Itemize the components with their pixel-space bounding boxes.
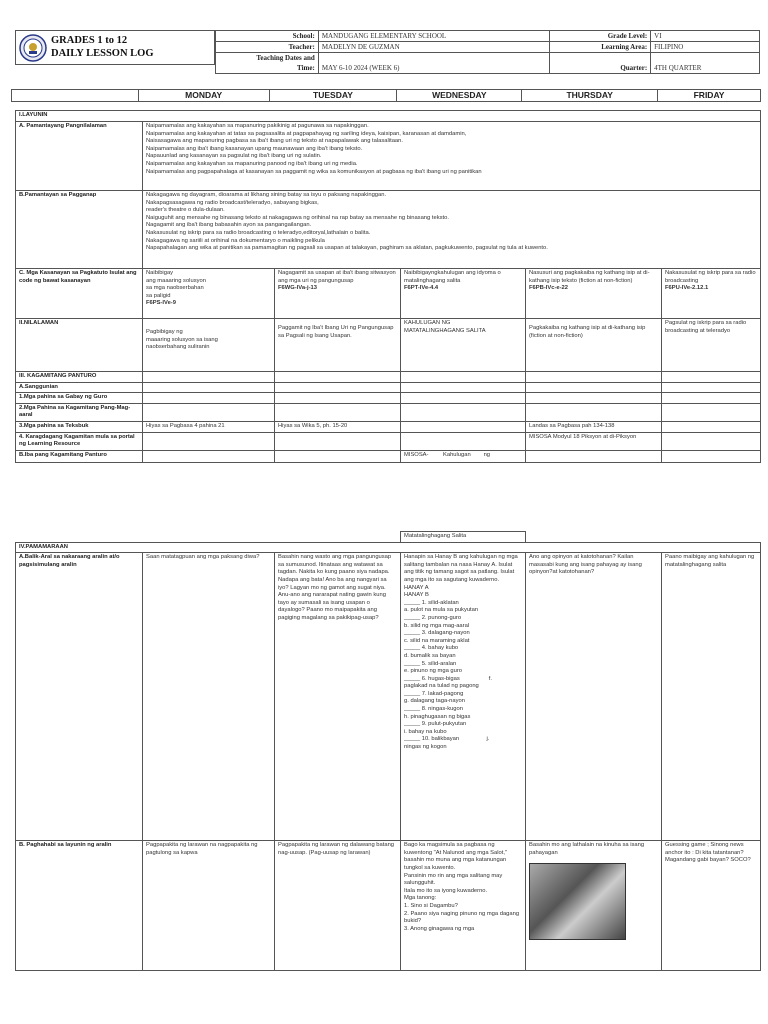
matching-item: _____ 10. balikbayan j. <box>404 736 490 743</box>
empty-cell <box>401 372 526 383</box>
empty-cell <box>401 393 526 404</box>
nilalaman-tuesday: Paggamit ng Iba't Ibang Uri ng Pangungusap sa Pagsali ng Isang Usapan. <box>275 319 401 372</box>
balik-aral-label: A.Balik-Aral sa nakaraang aralin at/o pagsisimulang aralin <box>16 553 143 841</box>
competency-code: F6PT-IVe-4.4 <box>404 285 439 292</box>
quarter-label: Quarter: <box>550 53 651 74</box>
iba-pang-kagamitan-label: B.Iba pang Kagamitang Panturo <box>16 450 143 462</box>
performance-line: Nakagagawa ng dayagram, dioarama at likhang sining batay sa isyu o paksang napakinggan. <box>146 192 387 198</box>
gabay-ng-guro-label: 1.Mga pahina sa Gabay ng Guro <box>16 393 143 404</box>
nilalaman-thursday: Pagkakaiba ng kathang isip at di-kathang isip (fiction at non-fiction) <box>526 319 662 372</box>
performance-line: Napapahalagan ang wika at panitikan sa pamamagitan ng pagsali sa usapan at talakayan, paghiram sa aklatan, pagkukuwento, pagsulat ng tula at kuwento. <box>146 245 548 252</box>
quarter-value: 4TH QUARTER <box>651 53 760 74</box>
performance-line: Naiguguhit ang mensahe ng binasang teksto at nakagagawa ng orihinal na rap batay sa mensahe ng binasang teksto. <box>146 214 449 221</box>
nilalaman-monday: Pagbibigay ng maaaring solusyon sa isang naobserbahang suliranin <box>143 319 275 372</box>
paghahabi-thursday <box>526 841 662 971</box>
matching-item: paglakad na tulad ng pagong <box>404 683 479 690</box>
teaching-dates-value: MAY 6-10 2024 (WEEK 6) <box>318 53 550 74</box>
pamantayan-sa-pagganap-content <box>143 191 761 269</box>
layunin-title: I.LAYUNIN <box>16 111 761 122</box>
matching-item: i. bahay na kubo <box>404 728 447 735</box>
reading-instruction: Itala mo ito sa iyong kuwaderno. <box>404 887 488 894</box>
performance-line: Nakapagsasagawa ng radio broadcast/teleradyo, sabayang bigkas, <box>146 199 319 206</box>
pamamaraan-title: IV.PAMAMARAAN <box>16 542 761 553</box>
matching-item: _____ 2. punong-guro <box>404 614 462 621</box>
pamantayan-sa-pagganap-label: B.Pamantayan sa Pagganap <box>16 191 143 269</box>
empty-cell <box>143 382 275 393</box>
empty-cell <box>275 382 401 393</box>
learning-area-label: Learning Area: <box>550 42 651 53</box>
teksbuk-thursday: Landas sa Pagbasa pah 134-138 <box>526 421 662 432</box>
empty-cell <box>143 450 275 462</box>
matching-item: _____ 4. bahay kubo <box>404 645 459 652</box>
question-item: 3. Anong ginagawa ng mga <box>404 925 475 932</box>
empty-cell <box>275 403 401 421</box>
teaching-dates-label-1: Teaching Dates and <box>256 54 315 62</box>
balik-aral-friday: Paano maibigay ang kahulugan ng matatalinghagang salita <box>662 553 761 841</box>
competency-code: F6PU-IVe-2.12.1 <box>665 285 709 292</box>
balik-aral-tuesday: Basahin nang wasto ang mga pangungusap sa sumusunod. Itinataas ang watawat sa tagdan. Nakita ko kung paano siya nadapa. Nadapa ang bata! Ano ba ang nangyari sa iyo? Lagyan mo ng gamot ang sugat niya. Anu-ano ang nararapat nating gawin kung tayo ay sumasali sa isang usapan o dayalogo? Paano mo maipapakita ang pagiging magalang sa pakikipag-usap? <box>275 553 401 841</box>
empty-cell <box>275 393 401 404</box>
kasanayan-tuesday <box>275 269 401 319</box>
empty-cell <box>401 382 526 393</box>
teksbuk-friday <box>662 421 761 432</box>
matching-item: g. dalagang taga-nayon <box>404 698 465 705</box>
pamantayang-pangnilalaman-content <box>143 122 761 191</box>
nilalaman-friday: Pagsulat ng iskrip para sa radio broadcasting at teleradyo <box>662 319 761 372</box>
empty-cell <box>662 393 761 404</box>
objective-line: Naipamamalas ang pagpapahalaga at kasanayan sa paggamit ng wika sa komunikasyon at pagbasa ng iba't ibang uri ng panitikan <box>146 168 482 175</box>
kasanayan-thursday <box>526 269 662 319</box>
objective-line: Naipamamalas ang kakayahan sa mapanuring panood ng iba't ibang uri ng media. <box>146 160 358 167</box>
day-monday: MONDAY <box>138 90 269 102</box>
empty-cell <box>526 393 662 404</box>
school-label: School: <box>216 31 319 42</box>
matching-item: _____ 6. hugas-bigas f. <box>404 675 492 682</box>
reading-instruction: Bago ka magsimula sa pagbasa ng kuwentong "At Nalunod ang mga Salot," <box>404 842 508 856</box>
empty-cell <box>143 372 275 383</box>
lesson-table-page-2 <box>15 531 761 971</box>
balik-aral-thursday: Ano ang opinyon at katotohanan? Kailan masasabi kung ang isang pahayag ay isang opinyon?at katotohanan? <box>526 553 662 841</box>
empty-cell <box>662 372 761 383</box>
question-heading: Mga tanong: <box>404 895 437 902</box>
matching-item: ningas ng kogon <box>404 744 447 751</box>
objective-line: Naipamamalas ang kakayahan sa mapanuring pakikinig at pagunawa sa napakinggan. <box>146 123 369 129</box>
paghahabi-monday: Pagpapakita ng larawan na nagpapakita ng pagtulong sa kapwa <box>143 841 275 971</box>
matching-item: _____ 8. ningas-kugon <box>404 706 463 713</box>
kasanayan-monday <box>143 269 275 319</box>
matching-item: _____ 5. silid-aralan <box>404 660 457 667</box>
empty-cell <box>526 372 662 383</box>
empty-cell <box>526 450 662 462</box>
matching-item: a. pulot na mula sa pukyutan <box>404 607 479 614</box>
empty-cell <box>662 532 761 543</box>
paghahabi-label: B. Paghahabi sa layunin ng aralin <box>16 841 143 971</box>
lesson-table-page-1 <box>15 110 761 463</box>
kasanayan-text: Naibibigayngkahulugan ang idyoma o matalinghagang salita <box>404 270 501 284</box>
title-line-1: GRADES 1 to 12 <box>51 35 128 46</box>
objective-line: Naipamamalas ang kakayahan at tatas sa pagsasalita at pagpapahayag ng sariling ideya, kaisipan, karanasan at damdamin, <box>146 130 467 137</box>
learning-area-value: FILIPINO <box>651 42 760 53</box>
day-friday: FRIDAY <box>658 90 761 102</box>
grade-level-label: Grade Level: <box>550 31 651 42</box>
teksbuk-monday: Hiyas sa Pagbasa 4 pahina 21 <box>143 421 275 432</box>
day-thursday: THURSDAY <box>522 90 658 102</box>
teksbuk-wednesday <box>401 421 526 432</box>
kagamitan-title: III. KAGAMITANG PANTURO <box>16 372 143 383</box>
teacher-label: Teacher: <box>216 42 319 53</box>
performance-line: Nakagagawa ng sariili at orihinal na dokumentaryo o maikling pelikula <box>146 237 325 244</box>
matching-item: c. silid na maraming aklat <box>404 637 470 644</box>
empty-cell <box>526 382 662 393</box>
empty-cell <box>526 532 662 543</box>
teaching-dates-label-2: Time: <box>297 64 315 72</box>
empty-cell <box>16 532 143 543</box>
objective-line: Naipamamalas ang iba't ibang kasanayan upang maunawaan ang iba't ibang teksto. <box>146 145 363 152</box>
empty-cell <box>143 393 275 404</box>
matching-item: e. pinuno ng mga guro <box>404 668 463 675</box>
kasanayan-wednesday <box>401 269 526 319</box>
deped-seal-icon <box>19 34 47 62</box>
newspaper-photo <box>529 863 626 940</box>
kasanayan-text: Naibibigay ang maaaring solusyon sa mga naobserbahan sa paligid <box>146 270 206 299</box>
performance-line: Nagagamit ang iba't ibang babasahin ayon sa pangangailangan. <box>146 222 312 229</box>
hanay-b-heading: HANAY B <box>404 592 429 599</box>
empty-cell <box>143 532 275 543</box>
nilalaman-label: II.NILALAMAN <box>16 319 143 372</box>
header-logo-box <box>15 30 215 65</box>
teksbuk-tuesday: Hiyas sa Wika 5, ph. 15-20 <box>275 421 401 432</box>
reading-instruction: Pansinin mo rin ang mga salitang may salungguhit. <box>404 872 503 887</box>
objective-line: Naisasagawa ang mapanuring pagbasa sa iba't ibang uri ng teksto at napapalawak ang talasalitaan. <box>146 138 403 145</box>
competency-code: F6PB-IVc-e-22 <box>529 285 568 292</box>
matching-item: h. pinaghugasan ng bigas <box>404 713 471 720</box>
school-value: MANDUGANG ELEMENTARY SCHOOL <box>318 31 550 42</box>
empty-cell <box>401 403 526 421</box>
objective-line: Napauunlad ang kasanayan sa pagsulat ng iba't ibang uri ng sulatin. <box>146 153 322 160</box>
empty-cell <box>143 403 275 421</box>
empty-cell <box>275 532 401 543</box>
empty-cell <box>275 450 401 462</box>
balik-aral-monday: Saan matatagpuan ang mga paksang diwa? <box>143 553 275 841</box>
pamantayang-pangnilalaman-label: A. Pamantayang Pangnilalaman <box>16 122 143 191</box>
empty-cell <box>662 450 761 462</box>
kasanayan-text: Nasusuri ang pagkakaiba ng kathang isip at di-kathang isip teksto (fiction at non-fiction) <box>529 270 650 284</box>
karagdagang-kagamitan-thursday: MISOSA Modyul 18 Piksyon at di-Piksyon <box>526 432 662 450</box>
reading-instruction: basahin mo muna ang mga katanungan tungkol sa kuwento. <box>404 857 507 871</box>
matching-instructions: Hanapin sa Hanay B ang kahulugan ng mga salitang tambalan na nasa Hanay A. Isulat ang titik ng tamang sagot sa patlang. Isulat ang mga ito sa sagutang kuwaderno. <box>404 554 518 583</box>
paghahabi-wednesday <box>401 841 526 971</box>
paghahabi-thursday-text: Basahin mo ang lathalain na kinuha sa isang pahayagan <box>529 842 645 856</box>
matching-item: d. bumalik sa bayan <box>404 652 456 659</box>
empty-cell <box>275 372 401 383</box>
empty-cell <box>662 403 761 421</box>
matching-item: b. silid ng mga mag-aaral <box>404 622 470 629</box>
iba-pang-kagamitan-wednesday-cont: Matatalinghagang Salita <box>401 532 526 543</box>
empty-cell <box>401 432 526 450</box>
kagamitang-pang-mag-aaral-label: 2.Mga Pahina sa Kagamitang Pang-Mag-aaral <box>16 403 143 421</box>
title-line-2: DAILY LESSON LOG <box>51 48 154 59</box>
paghahabi-friday: Guessing game ; Sinong news anchor ito : Di kita tatantanan? Magandang gabi bayan? SOCO? <box>662 841 761 971</box>
matching-item: _____ 7. lakad-pagong <box>404 690 464 697</box>
iba-pang-kagamitan-wednesday: MISOSA- Kahulugan ng <box>401 450 526 462</box>
nilalaman-wednesday: KAHULUGAN NG MATATALINGHAGANG SALITA <box>401 319 526 372</box>
karagdagang-kagamitan-label: 4. Karagdagang Kagamitan mula sa portal ng Learning Resource <box>16 432 143 450</box>
empty-cell <box>526 403 662 421</box>
empty-cell <box>275 432 401 450</box>
teksbuk-label: 3.Mga pahina sa Teksbuk <box>16 421 143 432</box>
question-item: 2. Paano siya naging pinuno ng mga dagang bukid? <box>404 910 520 925</box>
competency-code: F6PS-IVe-9 <box>146 300 176 307</box>
question-item: 1. Sino si Dagambu? <box>404 902 458 909</box>
performance-line: Nakasusulat ng iskrip para sa radio broadcasting o teleradyo,editoryal,lathalain o balita. <box>146 229 371 236</box>
days-blank-cell <box>12 90 139 102</box>
matching-item: _____ 1. silid-aklatan <box>404 599 459 606</box>
grade-level-value: VI <box>651 31 760 42</box>
header-info-table <box>215 30 760 74</box>
matching-item: _____ 3. dalagang-nayon <box>404 630 470 637</box>
competency-code: F6WG-IVa-j-13 <box>278 285 317 292</box>
empty-cell <box>662 382 761 393</box>
empty-cell <box>143 432 275 450</box>
teacher-value: MADELYN DE GUZMAN <box>318 42 550 53</box>
teaching-dates-label <box>216 53 319 74</box>
day-wednesday: WEDNESDAY <box>397 90 522 102</box>
hanay-a-heading: HANAY A <box>404 584 429 591</box>
paghahabi-tuesday: Pagpapakita ng larawan ng dalawang batang nag-uusap. (Pag-uusap ng larawan) <box>275 841 401 971</box>
empty-cell <box>662 432 761 450</box>
days-header-table <box>11 89 761 102</box>
document-title <box>51 34 154 60</box>
kasanayan-label: C. Mga Kasanayan sa Pagkatuto Isulat ang code ng bawat kasanayan <box>16 269 143 319</box>
kasanayan-friday <box>662 269 761 319</box>
kasanayan-text: Nakasusulat ng iskrip para sa radio broadcasting <box>665 270 756 284</box>
kasanayan-text: Nagagamit sa usapan at iba't ibang sitwasyon ang mga uri ng pangungusap <box>278 270 396 284</box>
matching-item: _____ 9. pulut-pukyutan <box>404 721 467 728</box>
balik-aral-wednesday <box>401 553 526 841</box>
day-tuesday: TUESDAY <box>269 90 397 102</box>
sanggunian-label: A.Sanggunian <box>16 382 143 393</box>
performance-line: reader's theatre o dula-dulaan. <box>146 207 225 214</box>
